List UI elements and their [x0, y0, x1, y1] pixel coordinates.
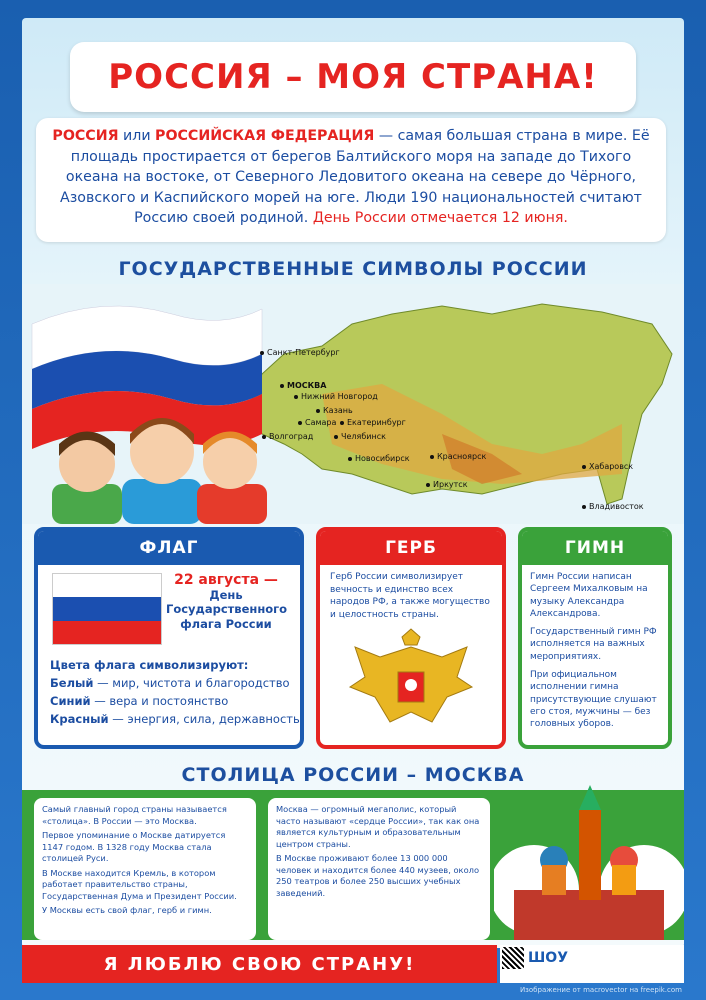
gerb-text: Герб России символизирует вечность и единство всех народов РФ, а также могущество и целостность страны.	[330, 572, 490, 620]
gimn-p3: При официальном исполнении гимна присутствующие слушают его стоя, мужчины — без головных уборов.	[530, 670, 657, 730]
city-label: Самара	[298, 418, 336, 427]
qr-code-icon	[502, 947, 524, 969]
city-label: Нижний Новгород	[294, 392, 378, 401]
capital-right-p: В Москве проживают более 13 000 000 человек и находится более 440 музеев, около 250 театров и более 250 высших учебных заведений.	[276, 853, 480, 898]
gerb-card	[316, 527, 506, 749]
flag-color-white: Белый — мир, чистота и благородство	[50, 676, 290, 690]
gimn-p2: Государственный гимн РФ исполняется на важных мероприятиях.	[530, 627, 657, 662]
flag-color-red: Красный — энергия, сила, державность	[50, 712, 300, 726]
capital-left-p: В Москве находится Кремль, в котором работает правительство страны, Государственная Дума и Президент России.	[42, 867, 237, 901]
gimn-p1: Гимн России написан Сергеем Михалковым на музыку Александра Александрова.	[530, 572, 648, 619]
city-label: Иркутск	[426, 480, 468, 489]
city-label: Красноярск	[430, 452, 486, 461]
gimn-header: ГИМН	[522, 531, 668, 565]
intro-federation: РОССИЙСКАЯ ФЕДЕРАЦИЯ	[155, 128, 375, 144]
city-label: Владивосток	[582, 502, 644, 511]
city-label: Казань	[316, 406, 353, 415]
image-credit: Изображение от macrovector на freepik.com	[519, 986, 682, 994]
intro-box	[36, 118, 666, 242]
flag-image	[52, 573, 162, 645]
flag-colors-list	[50, 656, 300, 728]
city-label: Санкт-Петербург	[260, 348, 340, 357]
symbols-title: ГОСУДАРСТВЕННЫЕ СИМВОЛЫ РОССИИ	[118, 258, 588, 280]
city-label: Челябинск	[334, 432, 386, 441]
flag-date: 22 августа —	[174, 572, 278, 588]
gimn-text	[522, 565, 668, 743]
map-illustration	[22, 284, 684, 524]
flag-colors-title: Цвета флага символизируют:	[50, 658, 249, 672]
intro-day: День России отмечается 12 июня.	[312, 210, 568, 226]
city-label: Волгоград	[262, 432, 313, 441]
flag-color-blue: Синий — вера и постоянство	[50, 694, 229, 708]
coat-of-arms-icon	[320, 627, 502, 737]
intro-or: или	[118, 128, 156, 144]
city-label: Новосибирск	[348, 454, 410, 463]
capital-right-p: Москва — огромный мегаполис, который часто называют «сердце России», так как она является культурным и образовательным центром страны.	[276, 804, 480, 849]
capital-left-p: У Москвы есть свой флаг, герб и гимн.	[42, 905, 212, 915]
flag-day	[166, 573, 286, 631]
publisher-info	[500, 945, 684, 983]
flag-date-desc: День Государственного флага России	[166, 587, 288, 631]
city-label: Екатеринбург	[340, 418, 406, 427]
gerb-header: ГЕРБ	[320, 531, 502, 565]
capital-right-box	[268, 798, 490, 940]
gimn-card	[518, 527, 672, 749]
city-label: Хабаровск	[582, 462, 633, 471]
brand-logo: ШОУ	[528, 950, 568, 966]
capital-title: СТОЛИЦА РОССИИ – МОСКВА	[181, 764, 525, 786]
kremlin-illustration	[494, 780, 684, 940]
intro-russia: РОССИЯ	[52, 128, 119, 144]
capital-left-box	[34, 798, 256, 940]
intro-text: — самая большая страна в мире. Её площадь простирается от берегов Балтийского моря на западе до Тихого океана на востоке, от Северного Ледовитого океана на севере до Чёрного, Азовского и Каспийского морей на юге. Люди 190 национальностей считают Россию своей родиной.	[60, 128, 650, 226]
page-title: РОССИЯ – МОЯ СТРАНА!	[108, 57, 598, 97]
love-banner: Я ЛЮБЛЮ СВОЮ СТРАНУ!	[22, 945, 497, 983]
flag-header: ФЛАГ	[38, 531, 300, 565]
city-label: МОСКВА	[280, 381, 326, 390]
title-box	[70, 42, 636, 112]
capital-left-p: Самый главный город страны называется «столица». В России — это Москва.	[42, 804, 227, 826]
capital-left-p: Первое упоминание о Москве датируется 1147 годом. В 1328 году Москва стала столицей Руси.	[42, 830, 226, 863]
map-area	[22, 284, 684, 524]
flag-card	[34, 527, 304, 749]
kids-illustration	[52, 418, 267, 524]
